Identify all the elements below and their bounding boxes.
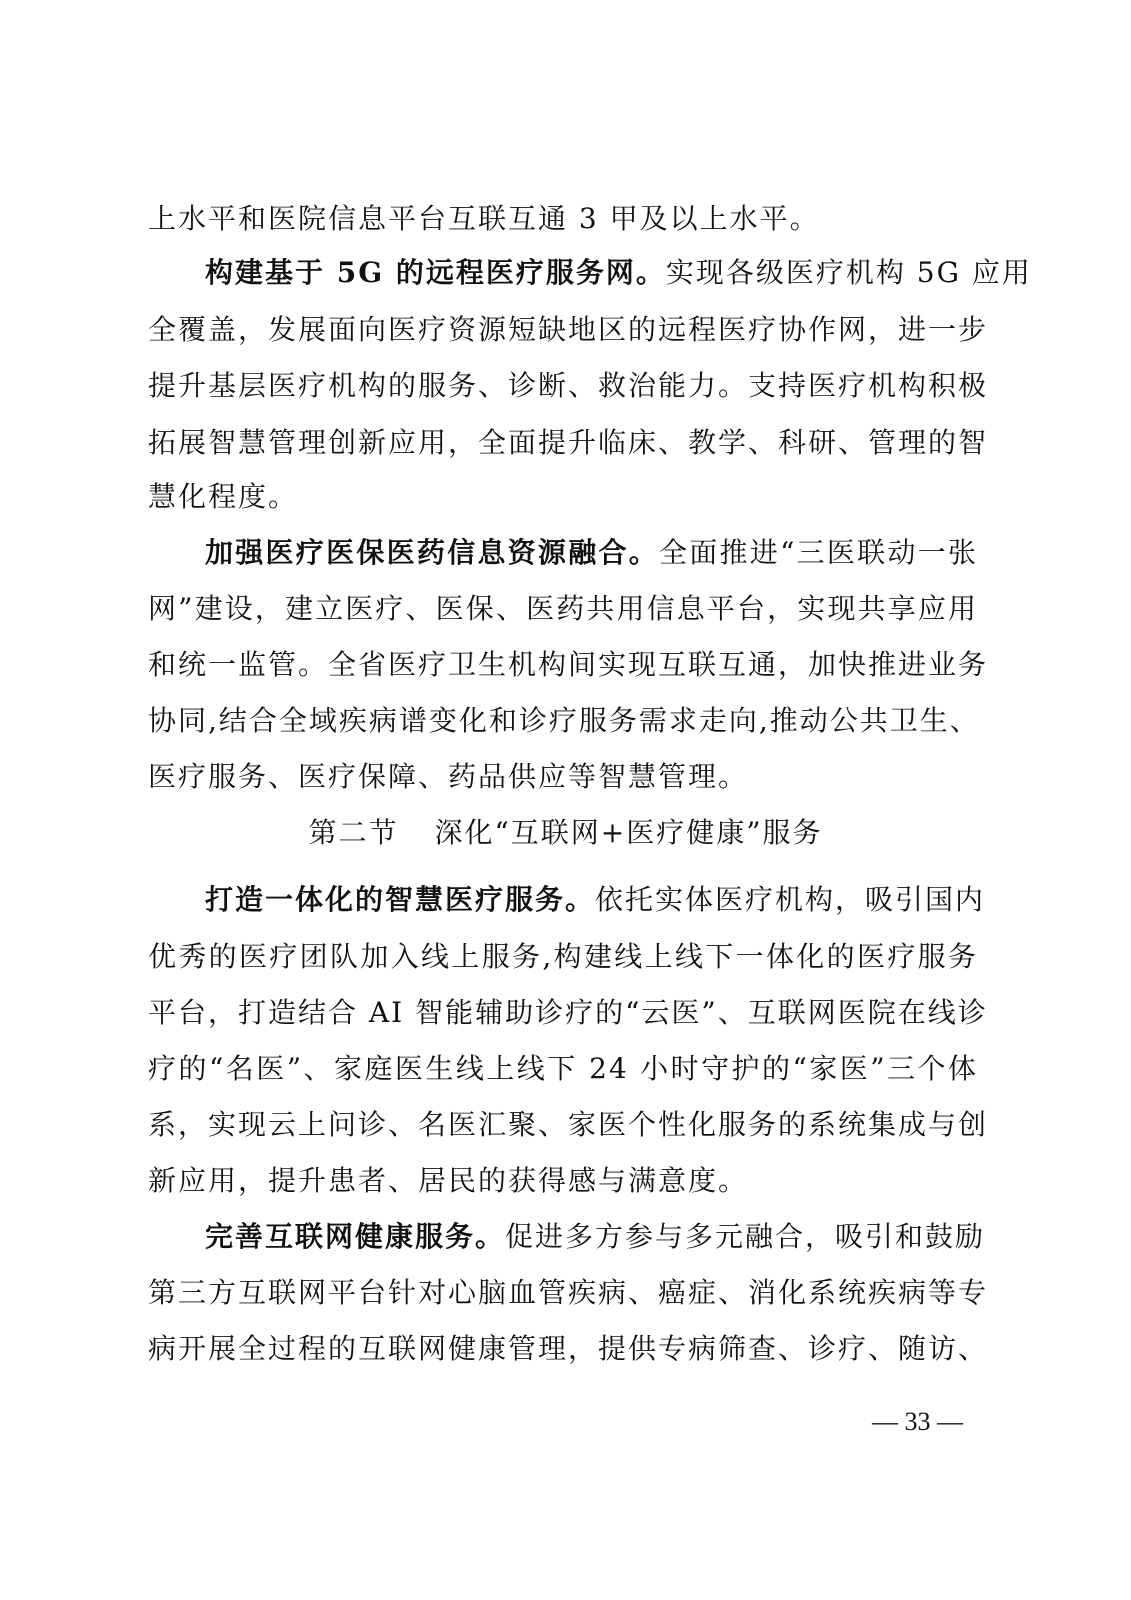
text-line: 系，实现云上问诊、名医汇聚、家医个性化服务的系统集成与创 (148, 1108, 989, 1141)
text-line: 平台，打造结合 AI 智能辅助诊疗的“云医”、互联网医院在线诊 (148, 996, 988, 1029)
text-line: 第三方互联网平台针对心脑血管疾病、癌症、消化系统疾病等专 (148, 1276, 989, 1309)
text-line: 网”建设，建立医疗、医保、医药共用信息平台，实现共享应用 (148, 592, 978, 625)
section-title: 深化“互联网+医疗健康”服务 (434, 816, 823, 849)
page-number: — 33 — (872, 1407, 963, 1436)
paragraph-lead-line: 构建基于 5G 的远程医疗服务网。实现各级医疗机构 5G 应用 (205, 256, 1032, 289)
text-line: 拓展智慧管理创新应用，全面提升临床、教学、科研、管理的智 (148, 426, 989, 459)
paragraph-lead-line: 完善互联网健康服务。促进多方参与多元融合，吸引和鼓励 (205, 1220, 986, 1253)
section-number: 第二节 (308, 816, 399, 849)
paragraph-lead: 打造一体化的智慧医疗服务。 (205, 883, 596, 916)
text-line: 新应用，提升患者、居民的获得感与满意度。 (148, 1164, 749, 1197)
paragraph-lead: 构建基于 5G 的远程医疗服务网。 (205, 256, 666, 289)
paragraph-lead: 完善互联网健康服务。 (205, 1220, 506, 1253)
text-line: 全覆盖，发展面向医疗资源短缺地区的远程医疗协作网，进一步 (148, 313, 989, 346)
paragraph-lead: 加强医疗医保医药信息资源融合。 (205, 536, 659, 569)
text-line: 优秀的医疗团队加入线上服务,构建线上线下一体化的医疗服务 (148, 940, 978, 973)
text-line: 上水平和医院信息平台互联互通 3 甲及以上水平。 (148, 202, 820, 235)
text-line: 协同,结合全域疾病谱变化和诊疗服务需求走向,推动公共卫生、 (148, 704, 980, 737)
text-line: 慧化程度。 (148, 480, 299, 513)
text-line: 医疗服务、医疗保障、药品供应等智慧管理。 (148, 760, 749, 793)
text-line: 提升基层医疗机构的服务、诊断、救治能力。支持医疗机构积极 (148, 369, 989, 402)
text-line: 和统一监管。全省医疗卫生机构间实现互联互通，加快推进业务 (148, 648, 989, 681)
text-line: 病开展全过程的互联网健康管理，提供专病筛查、诊疗、随访、 (148, 1332, 989, 1365)
section-heading (0, 813, 1131, 853)
text-line: 疗的“名医”、家庭医生线上线下 24 小时守护的“家医”三个体 (148, 1052, 978, 1085)
paragraph-lead-line: 打造一体化的智慧医疗服务。依托实体医疗机构，吸引国内 (205, 883, 986, 916)
paragraph-lead-line: 加强医疗医保医药信息资源融合。全面推进“三医联动一张 (205, 536, 978, 569)
